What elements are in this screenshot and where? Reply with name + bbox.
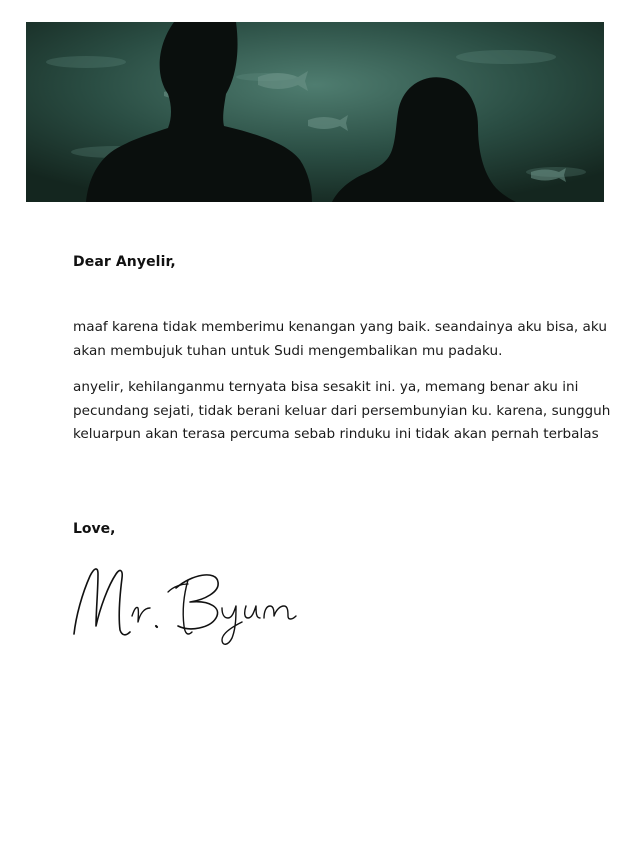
header-image <box>26 22 604 202</box>
letter-greeting: Dear Anyelir, <box>73 254 176 270</box>
letter-paragraph-2: anyelir, kehilanganmu ternyata bisa sesakit ini. ya, memang benar aku ini pecundang sejati, tidak berani keluar dari persembunyian ku. karena, sungguh keluarpun akan terasa percuma sebab rinduku ini tidak akan pernah terbalas <box>73 379 611 442</box>
signature-drawing <box>66 556 306 648</box>
letter-closing: Love, <box>73 521 116 537</box>
letter-paragraph-1: maaf karena tidak memberimu kenangan yang baik. seandainya aku bisa, aku akan membujuk tuhan untuk Sudi mengembalikan mu padaku. <box>73 319 607 359</box>
aquarium-silhouette-image <box>26 22 604 202</box>
handwritten-signature <box>66 556 306 648</box>
